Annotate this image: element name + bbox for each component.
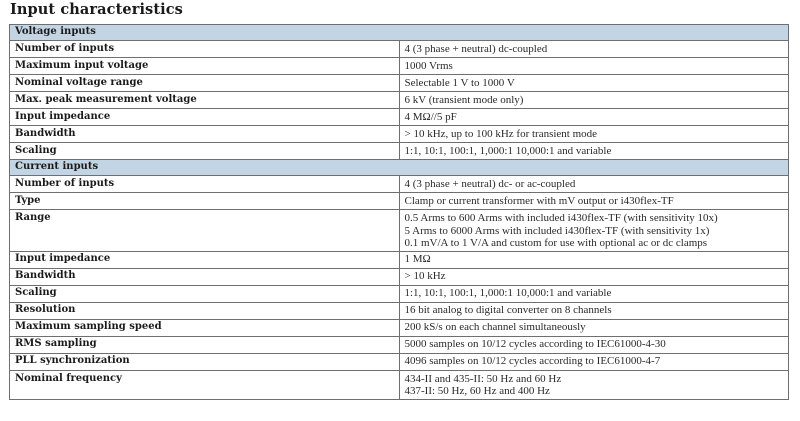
row-value: 5000 samples on 10/12 cycles according to IEC61000-4-30 xyxy=(399,336,789,353)
row-label: Number of inputs xyxy=(10,41,400,58)
row-value: 200 kS/s on each channel simultaneously xyxy=(399,319,789,336)
row-value: 4 (3 phase + neutral) dc- or ac-coupled xyxy=(399,176,789,193)
row-label: Range xyxy=(10,210,400,252)
row-value: 6 kV (transient mode only) xyxy=(399,92,789,109)
section-title: Voltage inputs xyxy=(10,25,789,41)
table-row xyxy=(10,176,789,193)
section-header-voltage-inputs xyxy=(10,25,789,41)
table-row xyxy=(10,75,789,92)
table-row xyxy=(10,210,789,252)
row-label: Type xyxy=(10,193,400,210)
row-value: 1 MΩ xyxy=(399,251,789,268)
row-value: Selectable 1 V to 1000 V xyxy=(399,75,789,92)
table-row xyxy=(10,336,789,353)
row-label: Maximum input voltage xyxy=(10,58,400,75)
row-label: Resolution xyxy=(10,302,400,319)
row-label: Number of inputs xyxy=(10,176,400,193)
row-label: Scaling xyxy=(10,285,400,302)
row-label: Max. peak measurement voltage xyxy=(10,92,400,109)
row-value: Clamp or current transformer with mV output or i430flex-TF xyxy=(399,193,789,210)
table-row xyxy=(10,92,789,109)
row-value: 1000 Vrms xyxy=(399,58,789,75)
row-label: Bandwidth xyxy=(10,268,400,285)
section-title: Current inputs xyxy=(10,160,789,176)
table-row xyxy=(10,58,789,75)
table-row xyxy=(10,302,789,319)
row-label: RMS sampling xyxy=(10,336,400,353)
row-value-multiline xyxy=(399,210,789,252)
row-label: Input impedance xyxy=(10,251,400,268)
table-row xyxy=(10,109,789,126)
row-value: 4096 samples on 10/12 cycles according to IEC61000-4-7 xyxy=(399,353,789,370)
section-header-current-inputs xyxy=(10,160,789,176)
table-row xyxy=(10,285,789,302)
row-value: 1:1, 10:1, 100:1, 1,000:1 10,000:1 and variable xyxy=(399,143,789,160)
row-label: Scaling xyxy=(10,143,400,160)
row-label: Input impedance xyxy=(10,109,400,126)
row-value: > 10 kHz, up to 100 kHz for transient mode xyxy=(399,126,789,143)
table-row xyxy=(10,268,789,285)
row-label: PLL synchronization xyxy=(10,353,400,370)
row-label: Bandwidth xyxy=(10,126,400,143)
row-value: > 10 kHz xyxy=(399,268,789,285)
table-row xyxy=(10,126,789,143)
row-value-line: 0.5 Arms to 600 Arms with included i430flex-TF (with sensitivity 10x) xyxy=(404,212,718,224)
table-row xyxy=(10,353,789,370)
table-row xyxy=(10,41,789,58)
row-value-line: 434-II and 435-II: 50 Hz and 60 Hz xyxy=(404,372,562,385)
row-value: 16 bit analog to digital converter on 8 channels xyxy=(399,302,789,319)
row-label: Maximum sampling speed xyxy=(10,319,400,336)
spec-table xyxy=(9,24,789,400)
table-row xyxy=(10,319,789,336)
row-value-line: 437-II: 50 Hz, 60 Hz and 400 Hz xyxy=(404,385,550,397)
table-row xyxy=(10,143,789,160)
row-label: Nominal frequency xyxy=(10,370,400,399)
row-value: 4 (3 phase + neutral) dc-coupled xyxy=(399,41,789,58)
table-row xyxy=(10,193,789,210)
table-row xyxy=(10,251,789,268)
row-value-line: 5 Arms to 6000 Arms with included i430flex-TF (with sensitivity 1x) xyxy=(404,224,710,237)
table-row xyxy=(10,370,789,399)
page-title: Input characteristics xyxy=(10,1,183,18)
row-value: 4 MΩ//5 pF xyxy=(399,109,789,126)
row-value: 1:1, 10:1, 100:1, 1,000:1 10,000:1 and variable xyxy=(399,285,789,302)
row-value-multiline xyxy=(399,370,789,399)
row-label: Nominal voltage range xyxy=(10,75,400,92)
row-value-line: 0.1 mV/A to 1 V/A and custom for use with optional ac or dc clamps xyxy=(404,237,708,249)
